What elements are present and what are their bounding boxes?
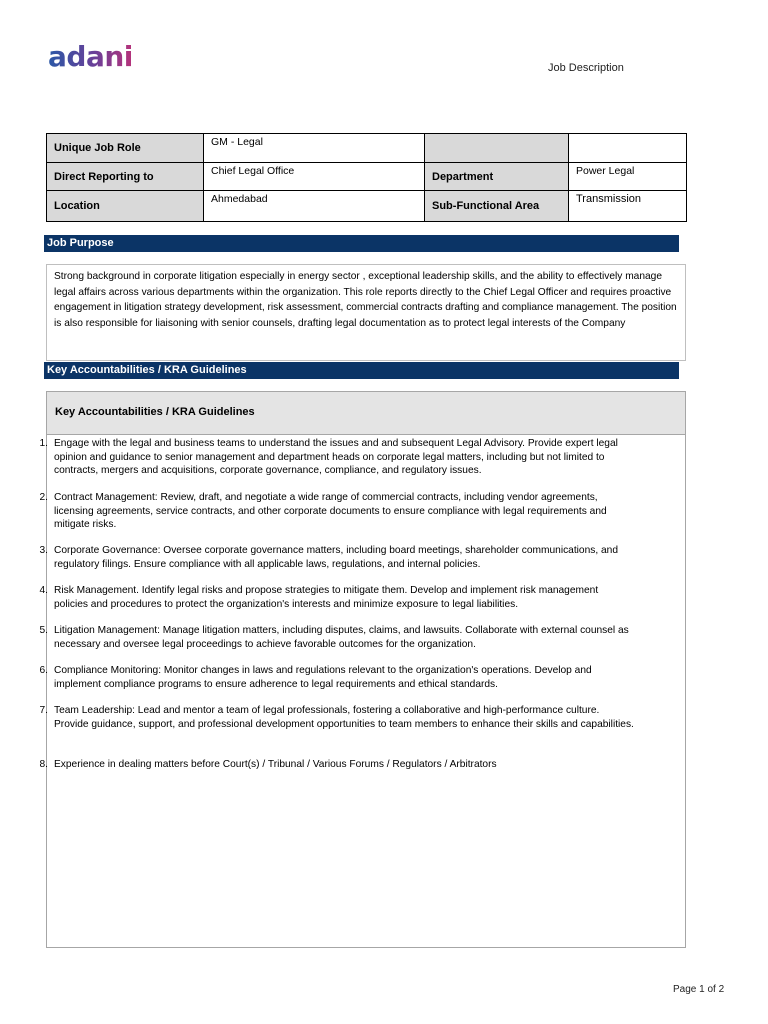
direct-reporting-label: Direct Reporting to	[47, 163, 204, 191]
list-item	[39, 584, 634, 611]
sub-functional-area-value: Transmission	[569, 191, 687, 222]
list-item-text: Litigation Management: Manage litigation matters, including disputes, claims, and lawsuits. Collaborate with external counsel as necessary and oversee legal proceedings to achieve favorable outcomes for the organization.	[54, 625, 629, 650]
empty-value-cell	[569, 134, 687, 163]
location-label: Location	[47, 191, 204, 222]
list-item	[39, 704, 634, 731]
company-logo: adani	[48, 40, 133, 73]
list-item-text: Contract Management: Review, draft, and negotiate a wide range of commercial contracts, including vendor agreements, licensing agreements, service contracts, and other corporate documents to ensure compliance with legal requirements and mitigate risks.	[54, 492, 607, 530]
kra-box-title: Key Accountabilities / KRA Guidelines	[47, 392, 685, 435]
list-item-text: Corporate Governance: Oversee corporate governance matters, including board meetings, shareholder communications, and regulatory filings. Ensure compliance with all applicable laws, regulations, and internal policies.	[54, 545, 619, 570]
list-item-text: Experience in dealing matters before Court(s) / Tribunal / Various Forums / Regulators / Arbitrators	[54, 759, 497, 770]
list-item-text: Risk Management. Identify legal risks and propose strategies to mitigate them. Develop and implement risk management policies and procedures to protect the organization's interests and minimize exposure to legal liabilities.	[54, 585, 599, 610]
list-item-text: Compliance Monitoring: Monitor changes in laws and regulations relevant to the organization's operations. Develop and implement compliance programs to ensure adherence to legal requirements and ethical standards.	[54, 665, 592, 690]
list-item	[39, 758, 634, 772]
list-item-text: Team Leadership: Lead and mentor a team of legal professionals, fostering a collaborative and high-performance culture. Provide guidance, support, and professional development opportunities to team members to enhance their skills and capabilities.	[54, 705, 634, 730]
unique-job-role-value: GM - Legal	[204, 134, 425, 163]
job-purpose-text: Strong background in corporate litigation especially in energy sector , exceptional leadership skills, and the ability to effectively manage legal affairs across various departments within the organization. This role reports directly to the Chief Legal Officer and requires proactive engagement in litigation strategy development, risk assessment, commercial contracts drafting and compliance management. The position is also responsible for liaisoning with senior counsels, drafting legal documentation as to protect legal interests of the Company	[46, 264, 686, 361]
table-row	[47, 163, 687, 191]
list-item	[39, 544, 634, 571]
list-item	[39, 664, 634, 691]
list-item	[39, 491, 634, 532]
list-item-number: 7.	[39, 705, 48, 716]
kra-section-header: Key Accountabilities / KRA Guidelines	[44, 362, 679, 379]
list-item	[39, 437, 634, 478]
list-item-number: 1.	[39, 438, 48, 449]
empty-label-cell	[425, 134, 569, 163]
table-row	[47, 134, 687, 163]
department-value: Power Legal	[569, 163, 687, 191]
table-row	[47, 191, 687, 222]
job-info-table	[46, 133, 687, 222]
page-number: Page 1 of 2	[673, 984, 725, 995]
list-item-number: 6.	[39, 665, 48, 676]
direct-reporting-value: Chief Legal Office	[204, 163, 425, 191]
job-purpose-section-header: Job Purpose	[44, 235, 679, 252]
document-type-title: Job Description	[548, 62, 624, 74]
list-item-number: 2.	[39, 492, 48, 503]
sub-functional-area-label: Sub-Functional Area	[425, 191, 569, 222]
list-item-number: 3.	[39, 545, 48, 556]
list-item	[39, 624, 634, 651]
location-value: Ahmedabad	[204, 191, 425, 222]
department-label: Department	[425, 163, 569, 191]
list-item-number: 5.	[39, 625, 48, 636]
list-item-text: Engage with the legal and business teams to understand the issues and and subsequent Legal Advisory. Provide expert legal opinion and guidance to senior management and department heads on corporate legal matters, including but not limited to contracts, mergers and acquisitions, corporate governance, compliance, and regulatory issues.	[54, 438, 618, 476]
list-item-number: 4.	[39, 585, 48, 596]
list-item-number: 8.	[39, 759, 48, 770]
unique-job-role-label: Unique Job Role	[47, 134, 204, 163]
